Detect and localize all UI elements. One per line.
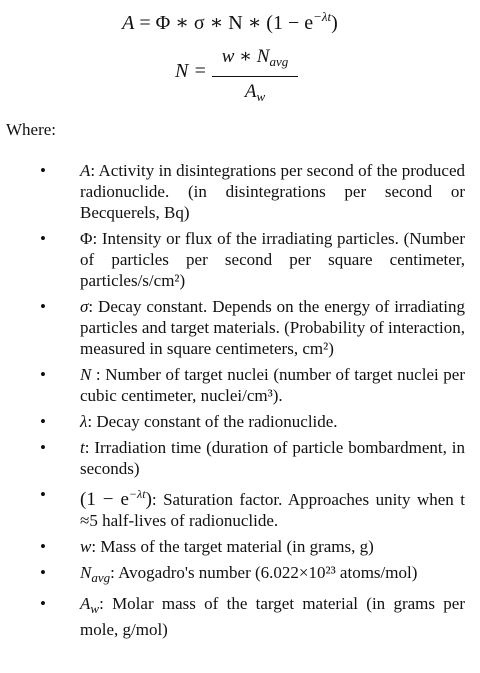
definition-symbol: λ — [80, 412, 88, 431]
definition-text: : Irradiation time (duration of particle bombardment, in seconds) — [80, 438, 465, 478]
bullet-icon: • — [40, 485, 46, 504]
equation-rhs: = Φ ∗ σ ∗ N ∗ (1 − e — [134, 12, 314, 34]
symbol-close: ) — [145, 489, 152, 510]
definition-symbol: Φ — [80, 229, 93, 248]
symbol-main: N — [80, 563, 92, 582]
fraction-denominator — [212, 79, 298, 110]
symbol-main: A — [80, 594, 91, 613]
list-item — [0, 562, 480, 588]
definition-text: : Decay constant of the radionuclide. — [87, 412, 338, 431]
nuclei-equation — [0, 44, 480, 104]
list-item — [0, 484, 480, 531]
equation-lhs: A — [122, 12, 135, 34]
bullet-icon: • — [40, 537, 46, 556]
definition-text: : Avogadro's number (6.022×10²³ atoms/mol) — [110, 563, 418, 582]
bullet-icon: • — [40, 297, 46, 316]
denominator-subscript: w — [256, 89, 266, 104]
symbol-main: (1 − e — [80, 489, 129, 510]
definition-text: : Intensity or flux of the irradiating particles. (Number of particles per second per square centimeter, particles/s/cm²) — [80, 229, 465, 290]
definition-text: : Activity in disintegrations per second of the produced radionuclide. (in disintegrations per second or Becquerels, Bq) — [80, 161, 465, 222]
symbol-exponent: −λt — [128, 487, 146, 501]
where-label: Where: — [6, 120, 57, 139]
activity-equation — [0, 4, 470, 36]
equation-lhs: N = — [175, 60, 207, 82]
equation-exponent: −λt — [313, 9, 332, 24]
definition-list — [0, 160, 480, 645]
definition-text: : Mass of the target material (in grams, g) — [91, 537, 374, 556]
list-item — [0, 536, 480, 557]
definition-text: : Molar mass of the target material (in grams per mole, g/mol) — [80, 594, 465, 639]
bullet-icon: • — [40, 594, 46, 613]
numerator-text: w ∗ N — [221, 46, 270, 67]
definition-text: : Number of target nuclei (number of target nuclei per cubic centimeter, nuclei/cm³). — [80, 365, 465, 405]
bullet-icon: • — [40, 438, 46, 457]
definition-symbol — [80, 594, 100, 616]
definition-symbol: w — [80, 537, 92, 556]
bullet-icon: • — [40, 563, 46, 582]
fraction-bar — [212, 76, 298, 77]
list-item — [0, 411, 480, 432]
denominator-text: A — [244, 81, 257, 102]
definition-symbol: σ — [80, 297, 89, 316]
fraction-numerator — [212, 44, 298, 75]
definition-symbol — [80, 563, 111, 585]
list-item — [0, 364, 480, 406]
bullet-icon: • — [40, 365, 46, 384]
list-item — [0, 160, 480, 223]
bullet-icon: • — [40, 161, 46, 180]
bullet-icon: • — [40, 412, 46, 431]
list-item — [0, 296, 480, 359]
list-item — [0, 228, 480, 291]
list-item — [0, 593, 480, 640]
bullet-icon: • — [40, 229, 46, 248]
symbol-subscript: w — [90, 601, 100, 616]
definition-symbol: N — [80, 365, 92, 384]
fraction — [212, 44, 298, 110]
symbol-subscript: avg — [91, 570, 111, 585]
equation-close: ) — [331, 12, 338, 34]
definition-text: : Decay constant. Depends on the energy of irradiating particles and target materials. (Probability of interaction, measured in square centimeters, cm²) — [80, 297, 465, 358]
definition-text: : Saturation factor. Approaches unity when t ≈5 half-lives of radionuclide. — [80, 490, 465, 530]
list-item — [0, 437, 480, 479]
numerator-subscript: avg — [269, 54, 289, 69]
definition-symbol: A — [80, 161, 91, 180]
definition-symbol: t — [80, 438, 85, 457]
definition-symbol — [80, 489, 152, 510]
